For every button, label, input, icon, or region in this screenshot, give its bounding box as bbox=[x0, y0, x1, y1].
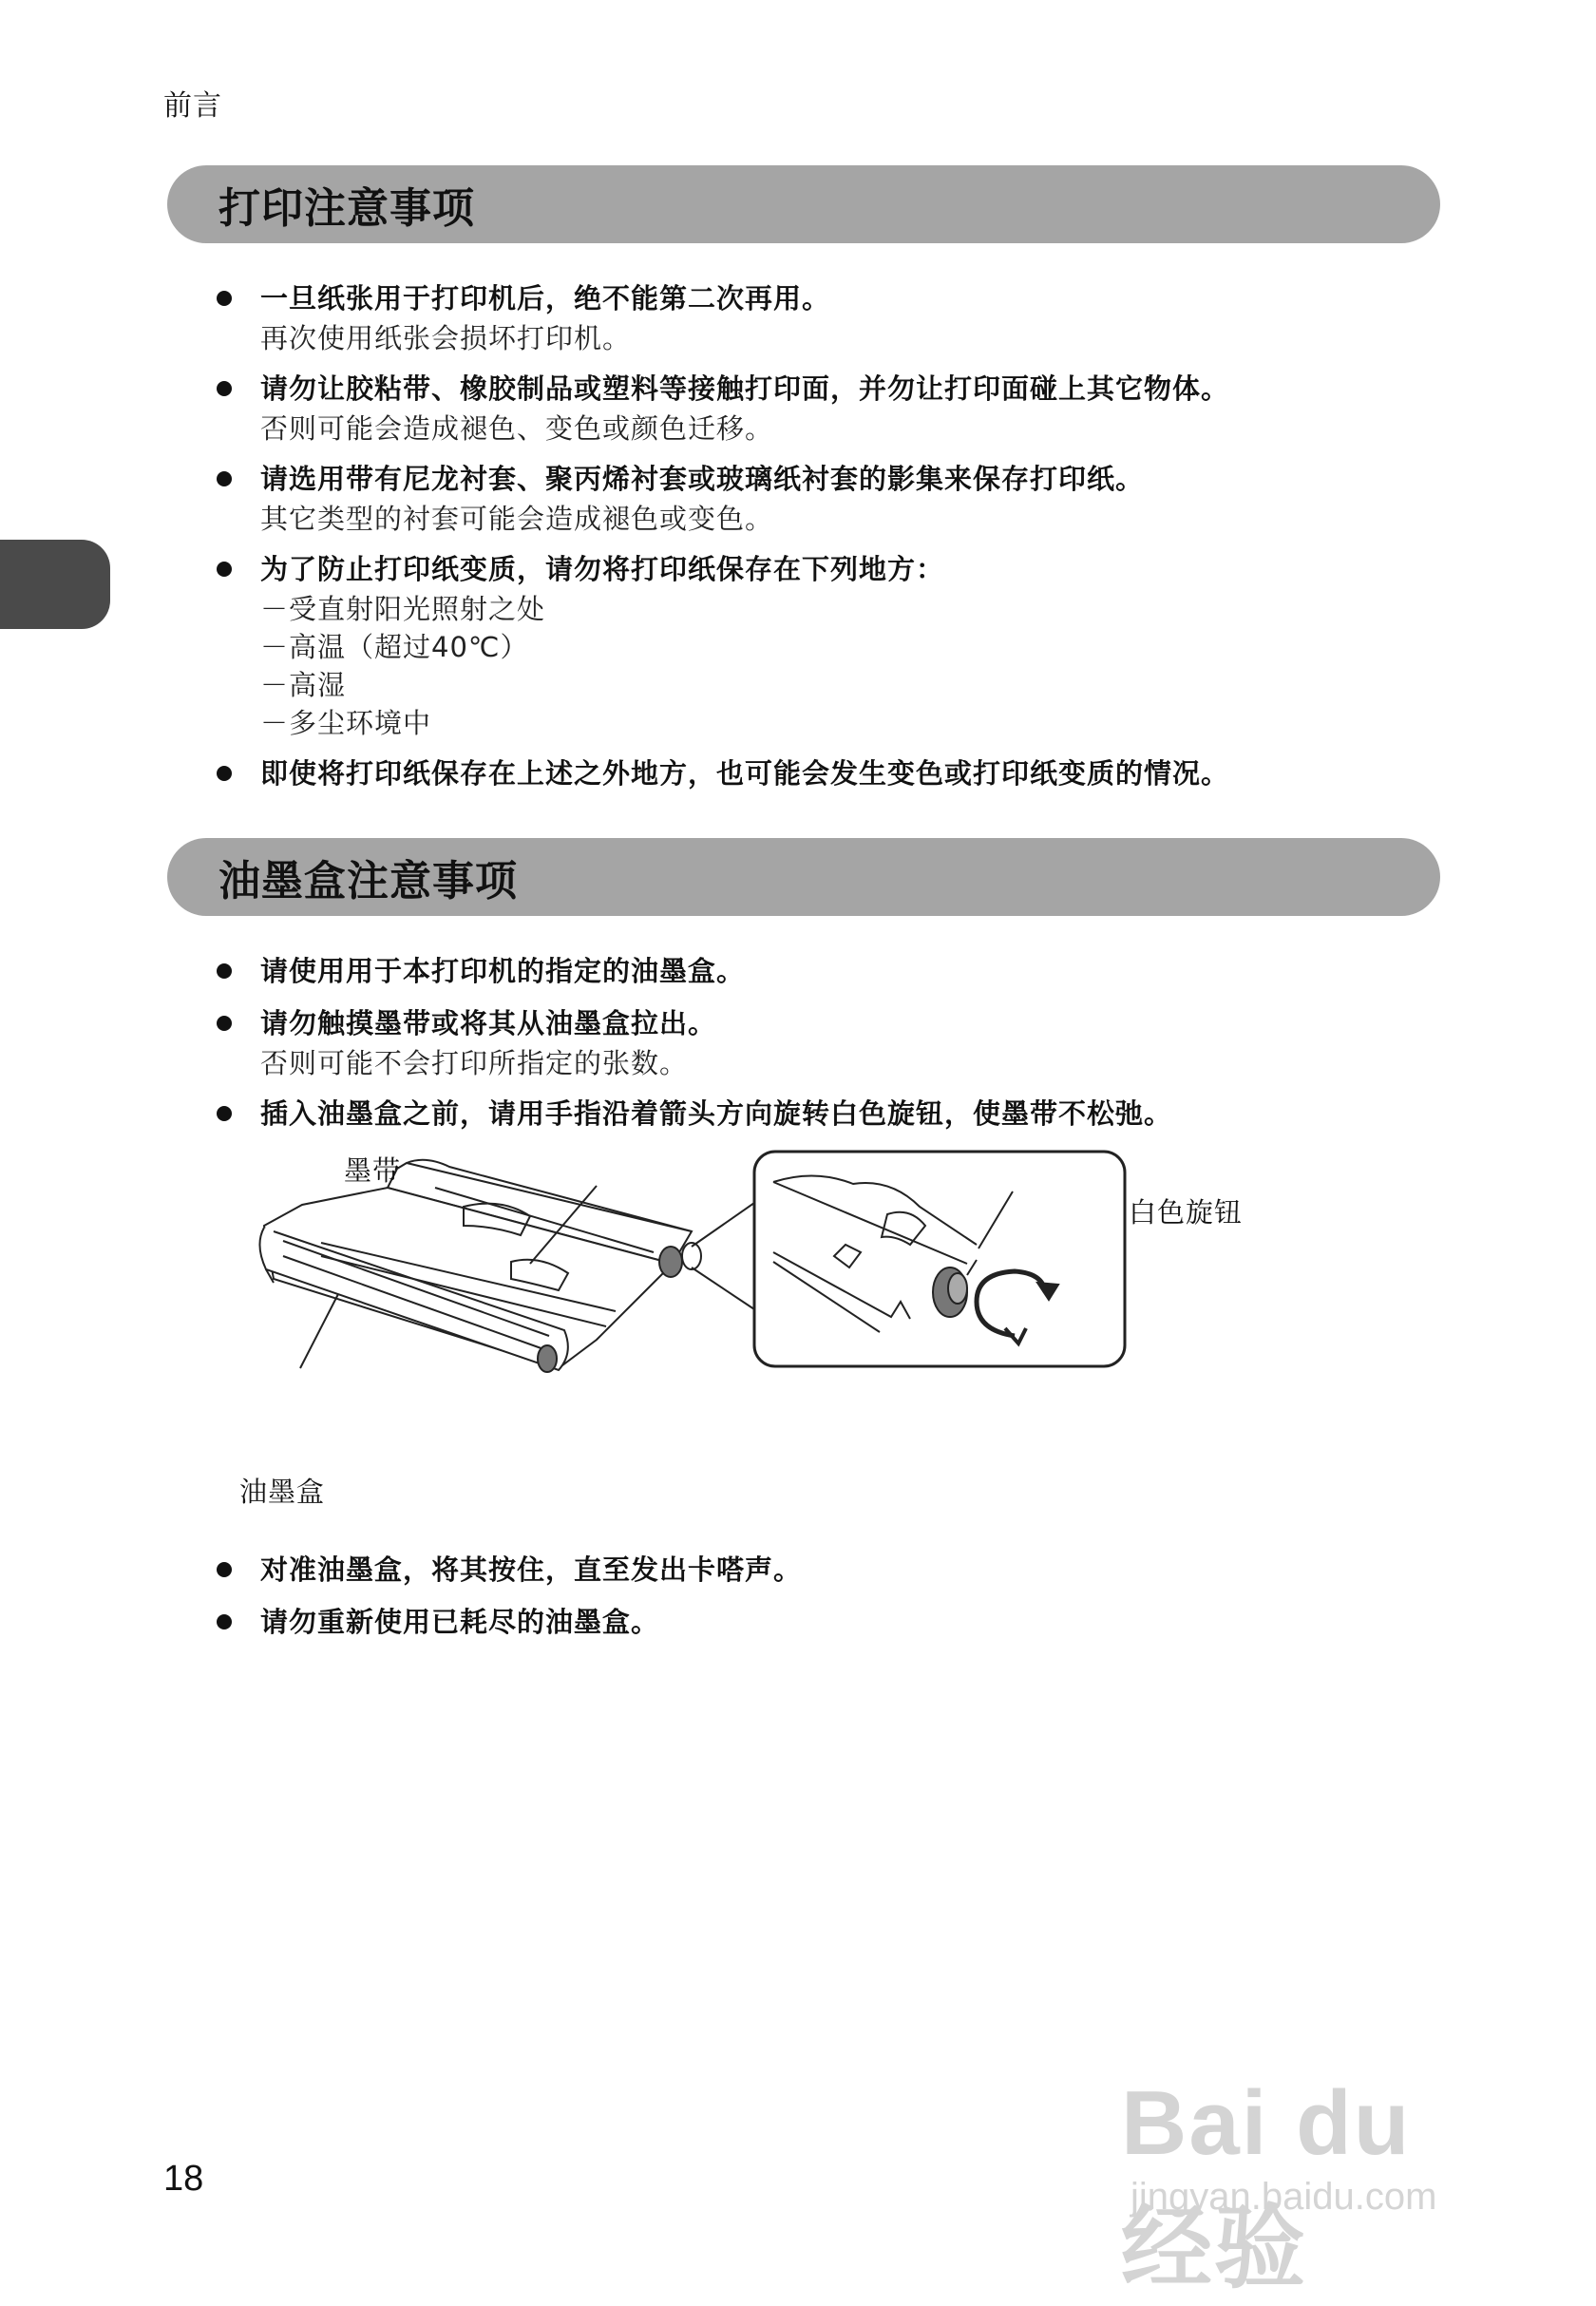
bullet-dot-icon bbox=[217, 1562, 232, 1577]
section-header-print-precautions bbox=[167, 165, 1440, 243]
list-item bbox=[217, 1002, 1433, 1082]
cartridge-precautions-list bbox=[217, 950, 1433, 1145]
item-main-text: 请选用带有尼龙衬套、聚丙烯衬套或玻璃纸衬套的影集来保存打印纸。 bbox=[260, 463, 1145, 495]
list-item bbox=[217, 1093, 1433, 1134]
item-main-text: 一旦纸张用于打印机后，绝不能第二次再用。 bbox=[260, 282, 831, 314]
item-main-text: 为了防止打印纸变质，请勿将打印纸保存在下列地方： bbox=[260, 553, 945, 585]
page-number: 18 bbox=[163, 2159, 204, 2199]
white-knob-label: 白色旋钮 bbox=[1129, 1196, 1244, 1229]
ribbon-label: 墨带 bbox=[344, 1154, 402, 1187]
item-main-text: 即使将打印纸保存在上述之外地方，也可能会发生变色或打印纸变质的情况。 bbox=[260, 757, 1230, 790]
bullet-dot-icon bbox=[217, 1106, 232, 1121]
print-precautions-list bbox=[217, 277, 1433, 805]
item-sub-text: 否则可能会造成褪色、变色或颜色迁移。 bbox=[260, 412, 774, 445]
list-item bbox=[217, 753, 1433, 794]
list-item bbox=[217, 548, 1433, 742]
list-item bbox=[217, 458, 1433, 538]
list-item bbox=[217, 368, 1433, 448]
bullet-dot-icon bbox=[217, 471, 232, 486]
item-sub-text: －多尘环境中 bbox=[260, 707, 432, 739]
item-sub-text: 其它类型的衬套可能会造成褪色或变色。 bbox=[260, 503, 774, 535]
list-item bbox=[217, 1549, 1433, 1591]
watermark-brand: Bai du 经验 bbox=[1121, 2072, 1412, 2299]
cartridge-figure bbox=[239, 1150, 1355, 1530]
cartridge-precautions-list-continued bbox=[217, 1549, 1433, 1653]
item-sub-text: －高温（超过40℃） bbox=[260, 631, 529, 663]
item-main-text: 请勿重新使用已耗尽的油墨盒。 bbox=[260, 1606, 660, 1638]
item-main-text: 请勿触摸墨带或将其从油墨盒拉出。 bbox=[260, 1007, 717, 1039]
item-main-text: 插入油墨盒之前，请用手指沿着箭头方向旋转白色旋钮，使墨带不松弛。 bbox=[260, 1097, 1173, 1130]
bullet-dot-icon bbox=[217, 291, 232, 306]
chapter-side-tab bbox=[0, 540, 110, 629]
item-main-text: 对准油墨盒，将其按住，直至发出卡嗒声。 bbox=[260, 1553, 803, 1586]
item-sub-text: －受直射阳光照射之处 bbox=[260, 593, 546, 625]
list-item bbox=[217, 950, 1433, 992]
item-main-text: 请勿让胶粘带、橡胶制品或塑料等接触打印面，并勿让打印面碰上其它物体。 bbox=[260, 372, 1230, 405]
list-item bbox=[217, 1601, 1433, 1643]
section-title: 油墨盒注意事项 bbox=[218, 857, 518, 905]
item-main-text: 请使用用于本打印机的指定的油墨盒。 bbox=[260, 955, 746, 987]
cartridge-label: 油墨盒 bbox=[239, 1476, 326, 1508]
section-title: 打印注意事项 bbox=[218, 184, 475, 233]
bullet-dot-icon bbox=[217, 1614, 232, 1629]
bullet-dot-icon bbox=[217, 381, 232, 396]
list-item bbox=[217, 277, 1433, 357]
baidu-watermark bbox=[1121, 2033, 1501, 2299]
bullet-dot-icon bbox=[217, 1016, 232, 1031]
bullet-dot-icon bbox=[217, 562, 232, 577]
item-sub-text: 再次使用纸张会损坏打印机。 bbox=[260, 322, 632, 354]
item-sub-text: －高湿 bbox=[260, 669, 347, 701]
section-header-cartridge-precautions bbox=[167, 838, 1440, 916]
bullet-dot-icon bbox=[217, 766, 232, 781]
bullet-dot-icon bbox=[217, 963, 232, 979]
watermark-url: jingyan.baidu.com bbox=[1130, 2176, 1437, 2218]
breadcrumb: 前言 bbox=[163, 89, 222, 123]
item-sub-text: 否则可能不会打印所指定的张数。 bbox=[260, 1047, 689, 1079]
